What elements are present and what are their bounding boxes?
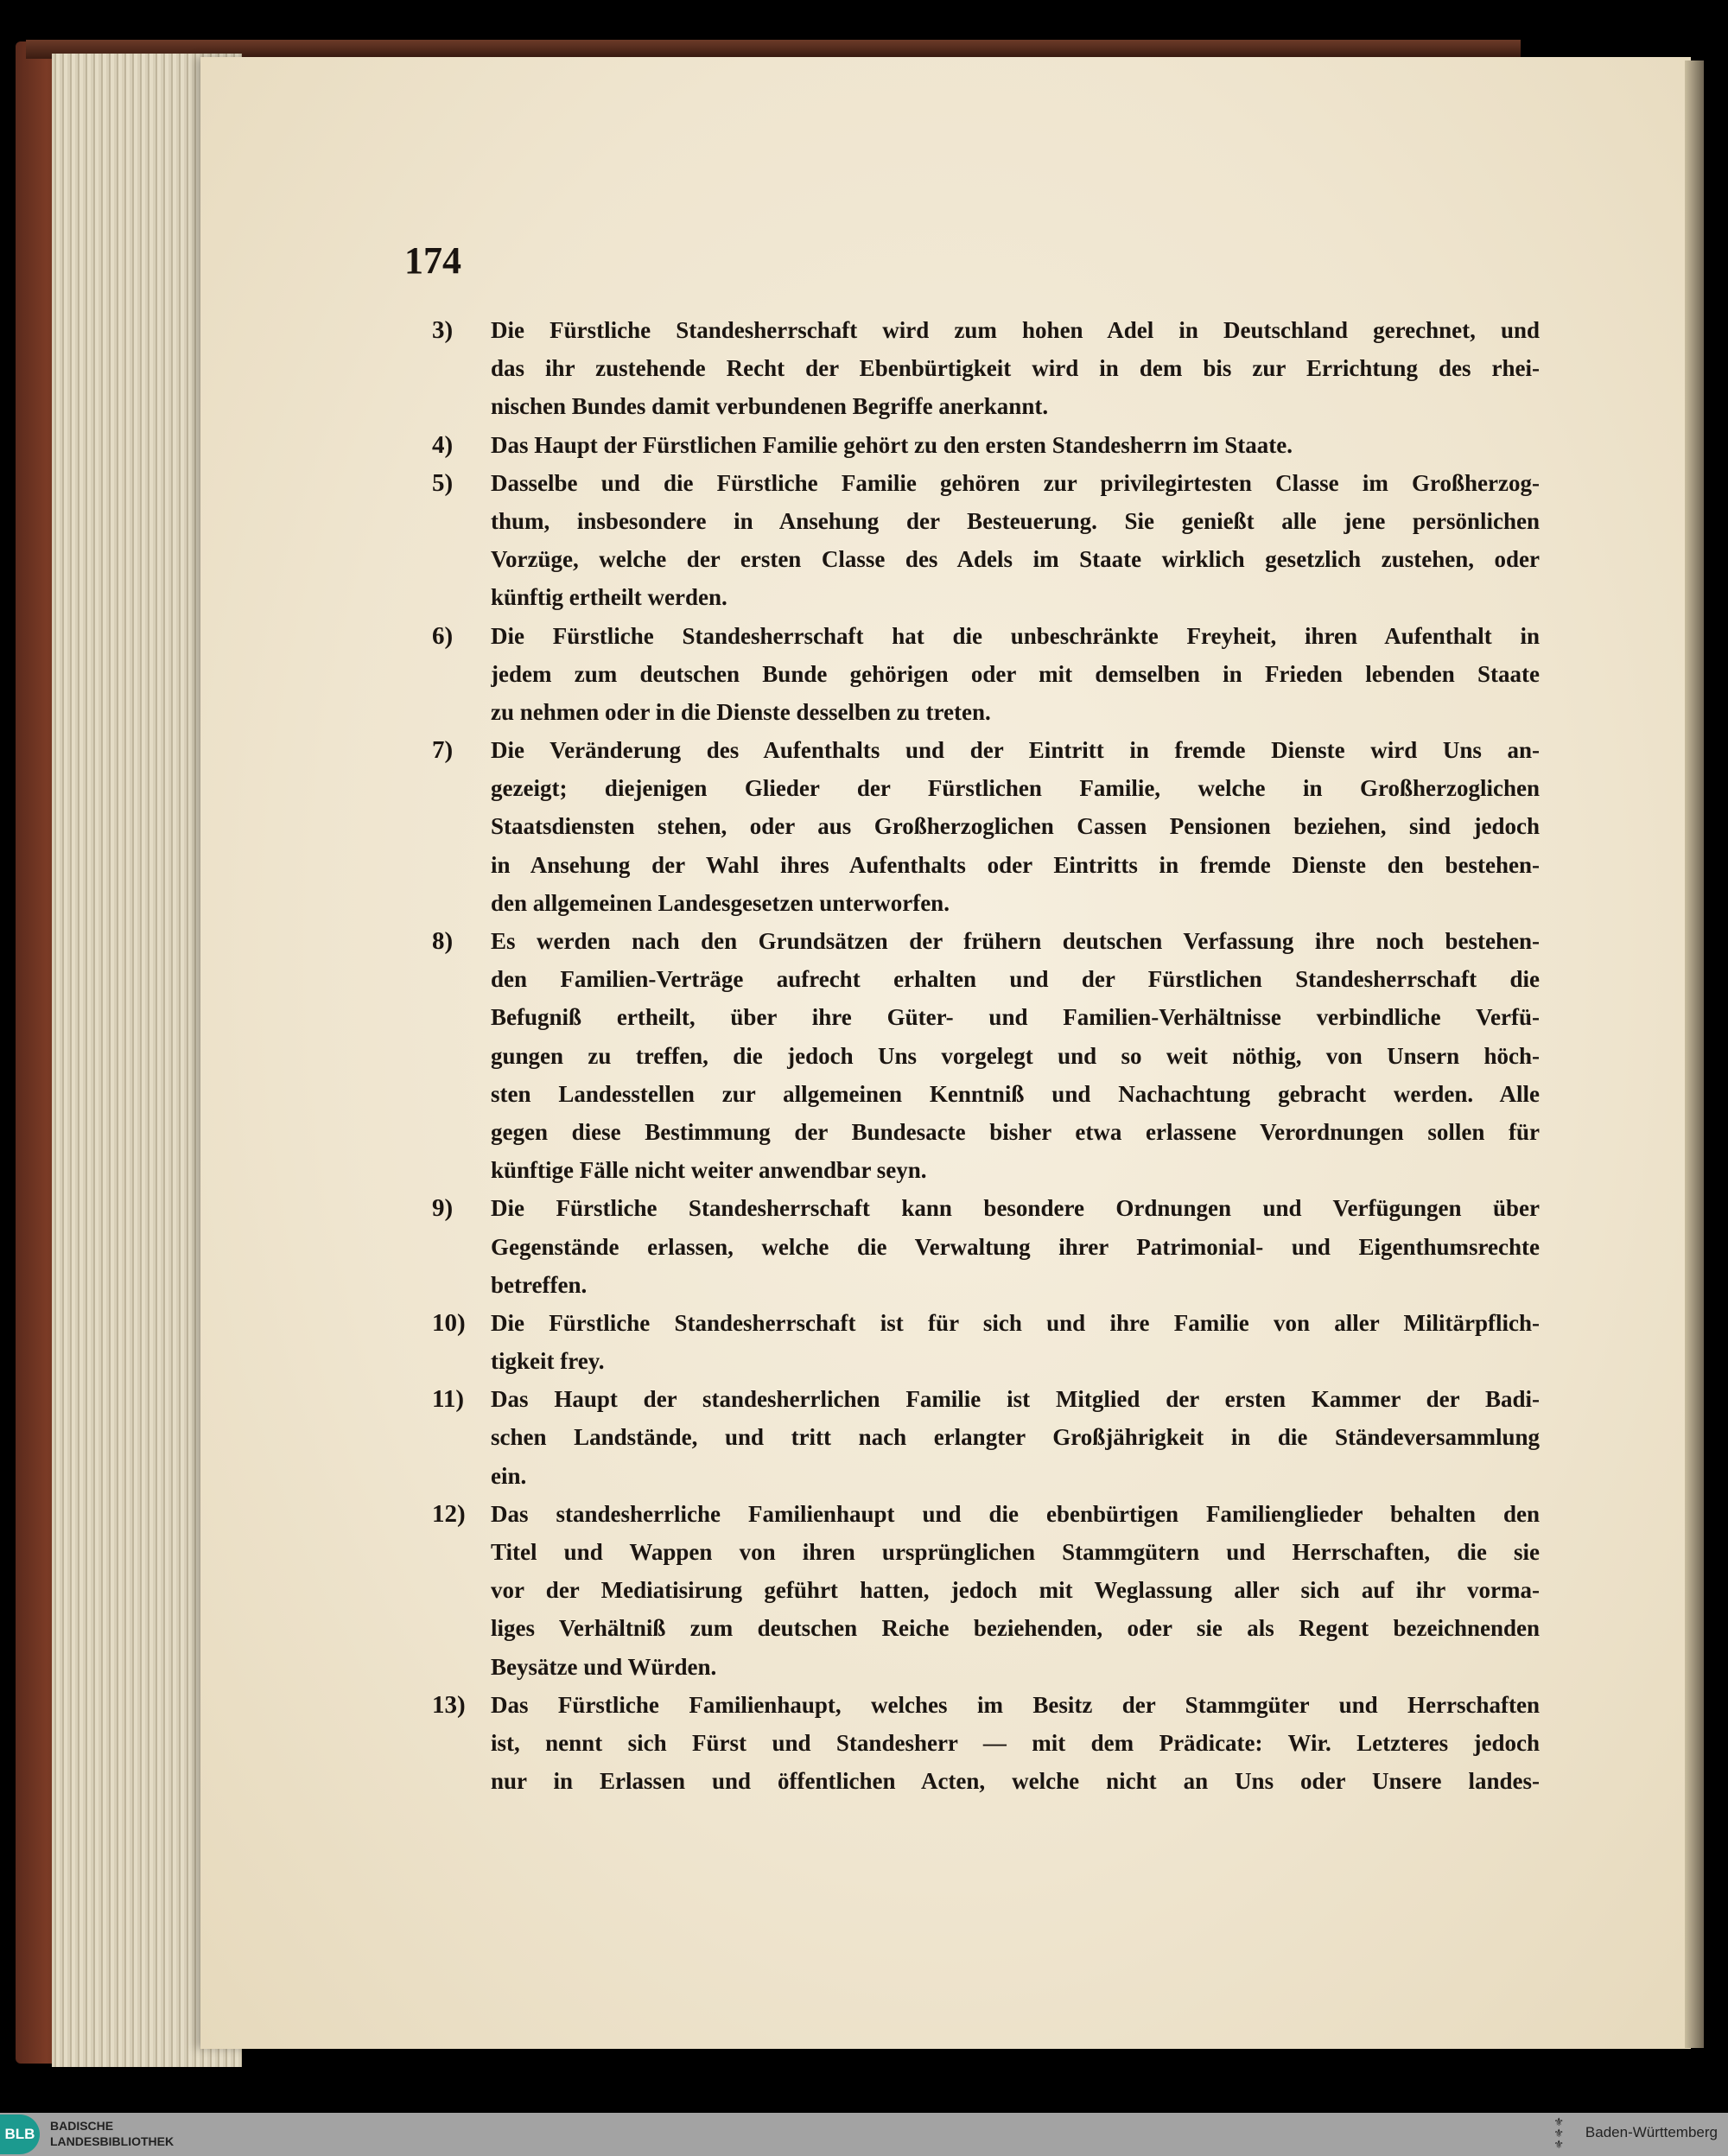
text-line	[432, 1686, 1540, 1724]
text-line	[432, 464, 1540, 502]
page-number: 174	[404, 239, 461, 282]
paragraph-line: in Ansehung der Wahl ihres Aufenthalts oder Eintritts in fremde Dienste den bestehen-	[491, 851, 1540, 878]
paragraph-line: schen Landstände, und tritt nach erlangter Großjährigkeit in die Ständeversammlung	[491, 1424, 1540, 1451]
text-line	[432, 731, 1540, 769]
item-number: 11)	[432, 1385, 465, 1414]
paragraph-line: jedem zum deutschen Bunde gehörigen oder mit demselben in Frieden lebenden Staate	[491, 660, 1540, 687]
text-line	[432, 1457, 1540, 1495]
paragraph-line: Die Fürstliche Standesherrschaft hat die unbeschränkte Freyheit, ihren Aufenthalt in	[491, 622, 1540, 649]
item-number: 6)	[432, 621, 454, 650]
item-number: 12)	[432, 1499, 466, 1528]
item-number: 8)	[432, 927, 454, 955]
text-line	[432, 1189, 1540, 1227]
paragraph-line: Vorzüge, welche der ersten Classe des Adels im Staate wirklich gesetzlich zustehen, oder	[491, 546, 1540, 573]
paragraph-line: nur in Erlassen und öffentlichen Acten, welche nicht an Uns oder Unsere landes-	[491, 1768, 1540, 1795]
text-line	[432, 922, 1540, 960]
text-line	[432, 693, 1540, 731]
item-number: 3)	[432, 316, 454, 344]
paragraph-line: Das Haupt der Fürstlichen Familie gehört zu den ersten Standesherrn im Staate.	[491, 431, 1293, 458]
paragraph-line: Gegenstände erlassen, welche die Verwaltung ihrer Patrimonial- und Eigenthumsrechte	[491, 1233, 1540, 1260]
paragraph-line: Das standesherrliche Familienhaupt und die ebenbürtigen Familienglieder behalten den	[491, 1500, 1540, 1527]
paragraph-line: künftig ertheilt werden.	[491, 584, 727, 611]
paragraph-line: künftige Fälle nicht weiter anwendbar seyn.	[491, 1157, 927, 1184]
paragraph-line: Es werden nach den Grundsätzen der frühern deutschen Verfassung ihre noch bestehen-	[491, 928, 1540, 954]
item-number: 13)	[432, 1690, 466, 1719]
text-line	[432, 769, 1540, 807]
paragraph-line: Das Haupt der standesherrlichen Familie ist Mitglied der ersten Kammer der Badi-	[491, 1386, 1540, 1413]
text-line	[432, 1724, 1540, 1762]
paragraph-line: das ihr zustehende Recht der Ebenbürtigkeit wird in dem bis zur Errichtung des rhei-	[491, 355, 1540, 382]
text-line	[432, 502, 1540, 540]
text-line	[432, 1113, 1540, 1151]
text-line	[432, 1418, 1540, 1456]
library-name-line1: BADISCHE	[50, 2119, 114, 2133]
paragraph-line: den allgemeinen Landesgesetzen unterworfen.	[491, 889, 950, 916]
text-line	[432, 1342, 1540, 1380]
page-body	[432, 311, 1540, 1800]
paragraph-line: Titel und Wappen von ihren ursprünglichen Stammgütern und Herrschaften, die sie	[491, 1539, 1540, 1565]
paragraph-line: vor der Mediatisirung geführt hatten, jedoch mit Weglassung aller sich auf ihr vorma-	[491, 1577, 1540, 1604]
text-line	[432, 655, 1540, 693]
text-line	[432, 960, 1540, 998]
text-line	[432, 1495, 1540, 1533]
paragraph-line: betreffen.	[491, 1271, 588, 1298]
text-line	[432, 426, 1540, 464]
text-line	[432, 807, 1540, 845]
paragraph-line: den Familien-Verträge aufrecht erhalten und der Fürstlichen Standesherrschaft die	[491, 966, 1540, 993]
text-line	[432, 617, 1540, 655]
text-line	[432, 349, 1540, 387]
paragraph-line: gezeigt; diejenigen Glieder der Fürstlichen Familie, welche in Großherzoglichen	[491, 775, 1540, 802]
paragraph-line: sten Landesstellen zur allgemeinen Kenntniß und Nachachtung gebracht werden. Alle	[491, 1080, 1540, 1107]
item-number: 10)	[432, 1308, 466, 1337]
paragraph-line: ist, nennt sich Fürst und Standesherr — mit dem Prädicate: Wir. Letzteres jedoch	[491, 1729, 1540, 1756]
paragraph-line: liges Verhältniß zum deutschen Reiche beziehenden, oder sie als Regent bezeichnenden	[491, 1615, 1540, 1642]
text-line	[432, 311, 1540, 349]
paragraph-line: Die Fürstliche Standesherrschaft wird zum hohen Adel in Deutschland gerechnet, und	[491, 317, 1540, 343]
coat-of-arms-icon: ⚜ ⚜ ⚜	[1553, 2115, 1564, 2151]
book-cover-top	[26, 40, 1521, 59]
paragraph-line: Beysätze und Würden.	[491, 1653, 717, 1680]
paragraph-line: Die Fürstliche Standesherrschaft ist für sich und ihre Familie von aller Militärpflich-	[491, 1309, 1540, 1336]
text-line	[432, 1228, 1540, 1266]
paragraph-line: Die Veränderung des Aufenthalts und der Eintritt in fremde Dienste wird Uns an-	[491, 737, 1540, 764]
item-number: 7)	[432, 736, 454, 765]
text-line	[432, 1533, 1540, 1571]
text-line	[432, 1380, 1540, 1418]
paragraph-line: Die Fürstliche Standesherrschaft kann besondere Ordnungen und Verfügungen über	[491, 1195, 1540, 1222]
blb-logo[interactable]: BLB	[0, 2115, 40, 2154]
text-line	[432, 540, 1540, 578]
text-line	[432, 1648, 1540, 1686]
paragraph-line: ein.	[491, 1462, 527, 1489]
text-line	[432, 1762, 1540, 1800]
item-number: 5)	[432, 468, 454, 497]
paragraph-line: Das Fürstliche Familienhaupt, welches im Besitz der Stammgüter und Herrschaften	[491, 1691, 1540, 1718]
text-line	[432, 387, 1540, 425]
text-line	[432, 1266, 1540, 1304]
text-line	[432, 1304, 1540, 1342]
paragraph-line: nischen Bundes damit verbundenen Begriffe anerkannt.	[491, 393, 1049, 420]
text-line	[432, 1075, 1540, 1113]
paragraph-line: tigkeit frey.	[491, 1348, 605, 1375]
paragraph-line: gegen diese Bestimmung der Bundesacte bisher etwa erlassene Verordnungen sollen für	[491, 1118, 1540, 1145]
paragraph-line: Staatsdiensten stehen, oder aus Großherzoglichen Cassen Pensionen beziehen, sind jedoch	[491, 813, 1540, 840]
text-line	[432, 1609, 1540, 1647]
paragraph-line: thum, insbesondere in Ansehung der Besteuerung. Sie genießt alle jene persönlichen	[491, 507, 1540, 534]
state-logo-text[interactable]: Baden-Württemberg	[1585, 2124, 1718, 2140]
text-line	[432, 846, 1540, 884]
page-gutter	[1685, 60, 1704, 2048]
paragraph-line: gungen zu treffen, die jedoch Uns vorgelegt und so weit nöthig, von Unsern höch-	[491, 1042, 1540, 1069]
text-line	[432, 1151, 1540, 1189]
text-line	[432, 884, 1540, 922]
paragraph-line: Befugniß ertheilt, über ihre Güter- und Familien-Verhältnisse verbindliche Verfü-	[491, 1004, 1540, 1031]
text-line	[432, 578, 1540, 616]
library-name	[50, 2118, 174, 2149]
paragraph-line: zu nehmen oder in die Dienste desselben zu treten.	[491, 698, 991, 725]
text-line	[432, 998, 1540, 1036]
footer-bar	[0, 2113, 1728, 2156]
item-number: 4)	[432, 430, 454, 459]
library-name-line2: LANDESBIBLIOTHEK	[50, 2134, 175, 2148]
text-line	[432, 1571, 1540, 1609]
text-line	[432, 1037, 1540, 1075]
item-number: 9)	[432, 1194, 454, 1223]
paragraph-line: Dasselbe und die Fürstliche Familie gehören zur privilegirtesten Classe im Großherzog-	[491, 469, 1540, 496]
